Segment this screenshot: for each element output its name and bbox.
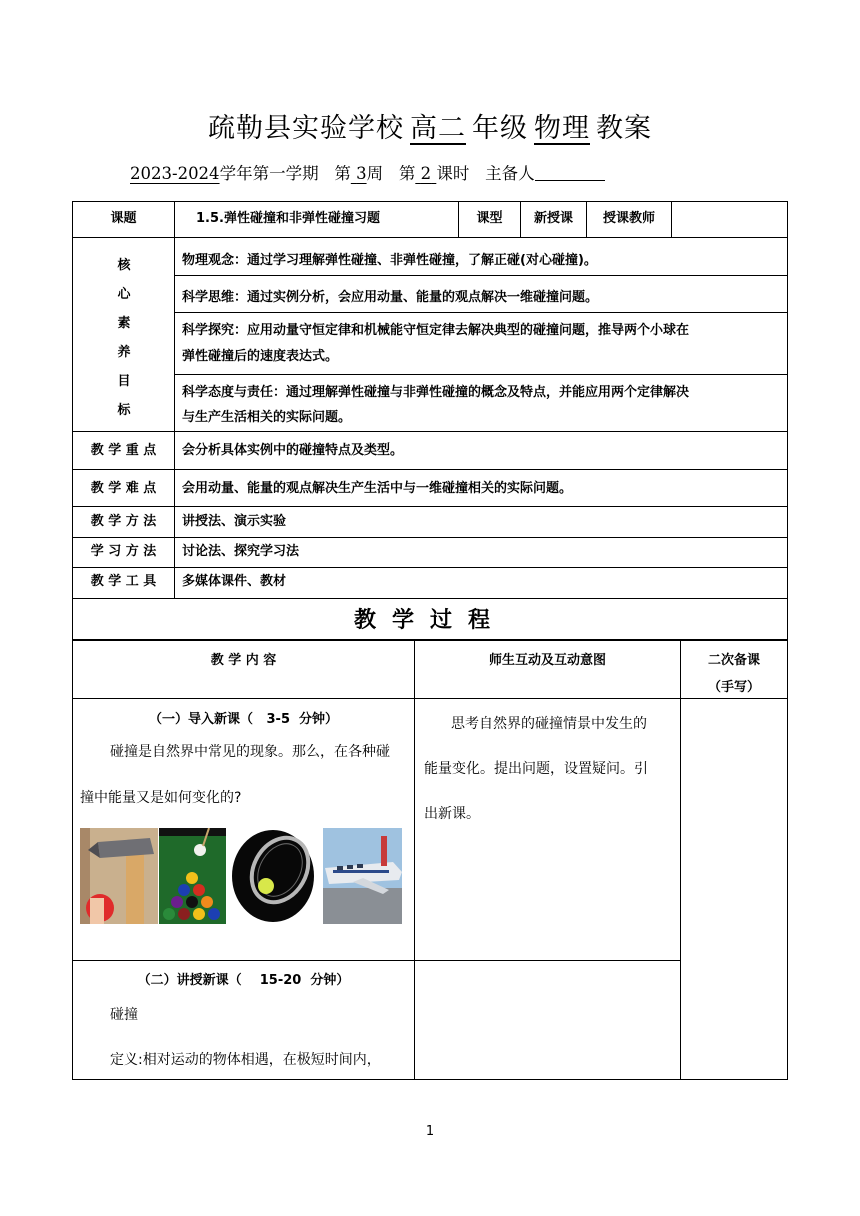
table-border xyxy=(787,201,788,1080)
tennis-racket-image xyxy=(230,828,316,924)
learning-method-label: 学 习 方 法 xyxy=(90,544,157,559)
topic-value: 1.5.弹性碰撞和非弹性碰撞习题 xyxy=(196,211,380,226)
teaching-method-label: 教 学 方 法 xyxy=(90,514,157,529)
section2-text: 定义:相对运动的物体相遇，在极短时间内， xyxy=(110,1052,381,1068)
term: 学年第一学期 xyxy=(219,164,319,183)
hammer-image xyxy=(80,828,158,924)
page-number: 1 xyxy=(425,1124,435,1139)
col-revision-header: 二次备课 xyxy=(707,653,760,668)
section1-text: 碰撞是自然界中常见的现象。那么，在各种碰 xyxy=(110,744,390,760)
table-border xyxy=(72,201,788,202)
section1-interaction: 能量变化。提出问题，设置疑问。引 xyxy=(424,761,648,777)
topic-label: 课题 xyxy=(110,211,137,226)
table-border xyxy=(174,312,788,313)
difficulties-value: 会用动量、能量的观点解决生产生活中与一维碰撞相关的实际问题。 xyxy=(182,481,573,496)
core-label-char: 目 xyxy=(117,374,131,389)
section1-interaction: 思考自然界的碰撞情景中发生的 xyxy=(451,716,647,732)
lesson-suffix: 课时 xyxy=(436,164,470,183)
section1-interaction: 出新课。 xyxy=(424,806,480,822)
week-suffix: 周 xyxy=(366,164,384,183)
key-points-label: 教 学 重 点 xyxy=(90,443,157,458)
preparer-blank xyxy=(535,165,605,181)
teaching-tools-value: 多媒体课件、教材 xyxy=(182,574,287,589)
core-label-char: 心 xyxy=(117,287,131,302)
core-item-physics-concept: 物理观念：通过学习理解弹性碰撞、非弹性碰撞，了解正碰(对心碰撞)。 xyxy=(182,253,597,268)
type-label: 课型 xyxy=(476,211,503,226)
core-label-char: 素 xyxy=(117,316,131,331)
core-item-scientific-thinking: 科学思维：通过实例分析，会应用动量、能量的观点解决一维碰撞问题。 xyxy=(182,290,599,305)
table-border xyxy=(72,567,788,568)
lesson-number: 2 xyxy=(420,164,432,183)
table-border xyxy=(174,275,788,276)
section1-heading: （一）导入新课（ 3-5 分钟） xyxy=(148,712,339,727)
core-item-scientific-inquiry: 科学探究：应用动量守恒定律和机械能守恒定律去解决典型的碰撞问题，推导两个小球在 xyxy=(182,323,690,338)
section2-text: 碰撞 xyxy=(110,1007,138,1023)
difficulties-label: 教 学 难 点 xyxy=(90,481,157,496)
col-content-header: 教 学 内 容 xyxy=(210,653,277,668)
grade-word: 年级 xyxy=(472,113,528,144)
teaching-method-value: 讲授法、演示实验 xyxy=(182,514,287,529)
key-points-value: 会分析具体实例中的碰撞特点及类型。 xyxy=(182,443,404,458)
col-interaction-header: 师生互动及互动意图 xyxy=(488,653,606,668)
teaching-tools-label: 教 学 工 具 xyxy=(90,574,157,589)
table-border xyxy=(174,201,175,598)
section1-text: 撞中能量又是如何变化的? xyxy=(80,790,242,806)
table-border xyxy=(680,641,681,1080)
doc-type: 教案 xyxy=(596,113,652,144)
table-border xyxy=(414,641,415,1080)
table-border xyxy=(174,374,788,375)
table-border xyxy=(72,237,788,238)
section2-heading: （二）讲授新课（ 15-20 分钟） xyxy=(137,973,350,988)
week-number: 3 xyxy=(356,164,367,183)
grade-value: 高二 xyxy=(410,113,466,144)
airplane-image xyxy=(323,828,402,924)
document-title xyxy=(0,106,860,145)
core-label-char: 养 xyxy=(117,345,131,360)
table-border xyxy=(72,537,788,538)
type-value: 新授课 xyxy=(533,211,573,226)
table-border xyxy=(72,598,788,599)
process-title: 教学过程 xyxy=(353,608,506,633)
table-border xyxy=(72,506,788,507)
lesson-prefix: 第 xyxy=(398,164,416,183)
subject-value: 物理 xyxy=(534,113,590,144)
col-revision-note: （手写） xyxy=(707,680,760,695)
table-border xyxy=(72,960,680,961)
table-border xyxy=(72,431,788,432)
core-item-attitude-cont: 与生产生活相关的实际问题。 xyxy=(182,410,352,425)
billiard-balls-image xyxy=(159,828,226,924)
week-prefix: 第 xyxy=(334,164,351,183)
school-year: 2023-2024 xyxy=(130,164,220,183)
core-label-char: 标 xyxy=(117,403,131,418)
core-item-attitude: 科学态度与责任：通过理解弹性碰撞与非弹性碰撞的概念及特点，并能应用两个定律解决 xyxy=(182,385,690,400)
table-border xyxy=(671,201,672,237)
school-name: 疏勒县实验学校 xyxy=(208,113,404,144)
term-line xyxy=(130,160,605,184)
table-border xyxy=(72,469,788,470)
core-label-char: 核 xyxy=(117,258,131,273)
core-item-scientific-inquiry-cont: 弹性碰撞后的速度表达式。 xyxy=(182,349,339,364)
learning-method-value: 讨论法、探究学习法 xyxy=(182,544,300,559)
teacher-label: 授课教师 xyxy=(602,211,655,226)
table-border xyxy=(72,201,73,1080)
preparer-label: 主备人 xyxy=(485,164,535,183)
